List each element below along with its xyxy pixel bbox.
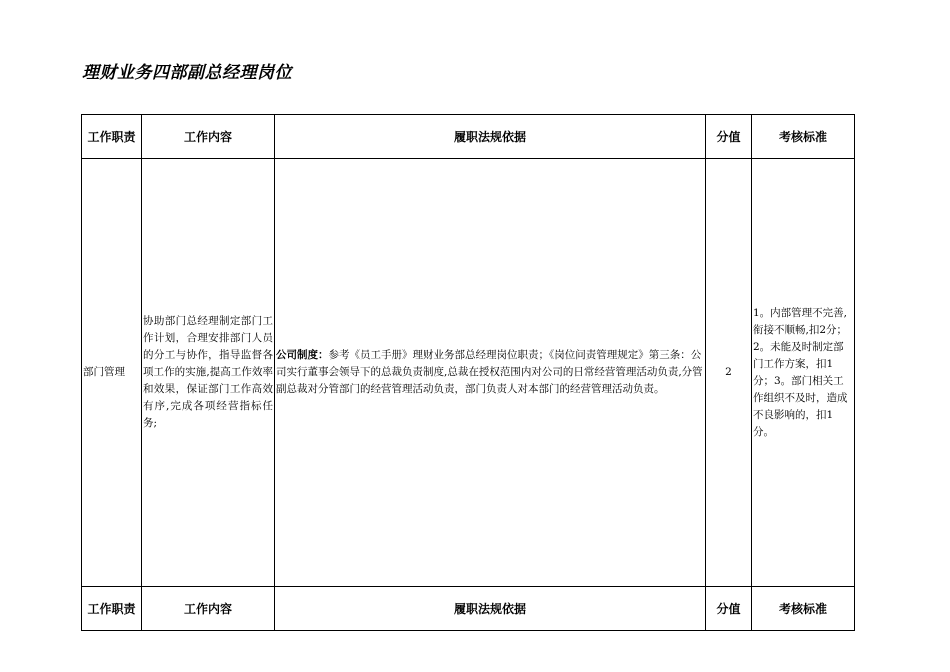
- table-row: [82, 159, 855, 587]
- basis-text: 参考《员工手册》理财业务部总经理岗位职责；《岗位问责管理规定》第三条：公司实行董事会领导下的总裁负责制度,总裁在授权范围内对公司的日常经营管理活动负责,分管副总裁对分管部门的经营管理活动负责，部门负责人对本部门的经营管理活动负责。: [276, 349, 703, 395]
- cell-basis: [275, 159, 706, 587]
- table-header-row: [82, 115, 855, 159]
- header-criteria: 考核标准: [752, 115, 855, 159]
- cell-duty: 部门管理: [82, 159, 142, 587]
- basis-label: 公司制度：: [276, 349, 329, 361]
- footer-header-content: 工作内容: [142, 587, 275, 631]
- header-score: 分值: [706, 115, 752, 159]
- header-content: 工作内容: [142, 115, 275, 159]
- page-title: 理财业务四部副总经理岗位: [82, 63, 292, 83]
- footer-header-duty: 工作职责: [82, 587, 142, 631]
- cell-content: 协助部门总经理制定部门工作计划，合理安排部门人员的分工与协作，指导监督各项工作的实施,提高工作效率和效果，保证部门工作高效有序,完成各项经营指标任务;: [142, 159, 275, 587]
- header-duty: 工作职责: [82, 115, 142, 159]
- table-footer-header-row: [82, 587, 855, 631]
- footer-header-criteria: 考核标准: [752, 587, 855, 631]
- header-basis: 履职法规依据: [275, 115, 706, 159]
- footer-header-score: 分值: [706, 587, 752, 631]
- footer-header-basis: 履职法规依据: [275, 587, 706, 631]
- cell-criteria: 1。内部管理不完善,衔接不顺畅,扣2分；2。未能及时制定部门工作方案，扣1分；3。部门相关工作组织不及时，造成不良影响的，扣1分。: [752, 159, 855, 587]
- cell-score: 2: [706, 159, 752, 587]
- duty-table: [81, 114, 855, 631]
